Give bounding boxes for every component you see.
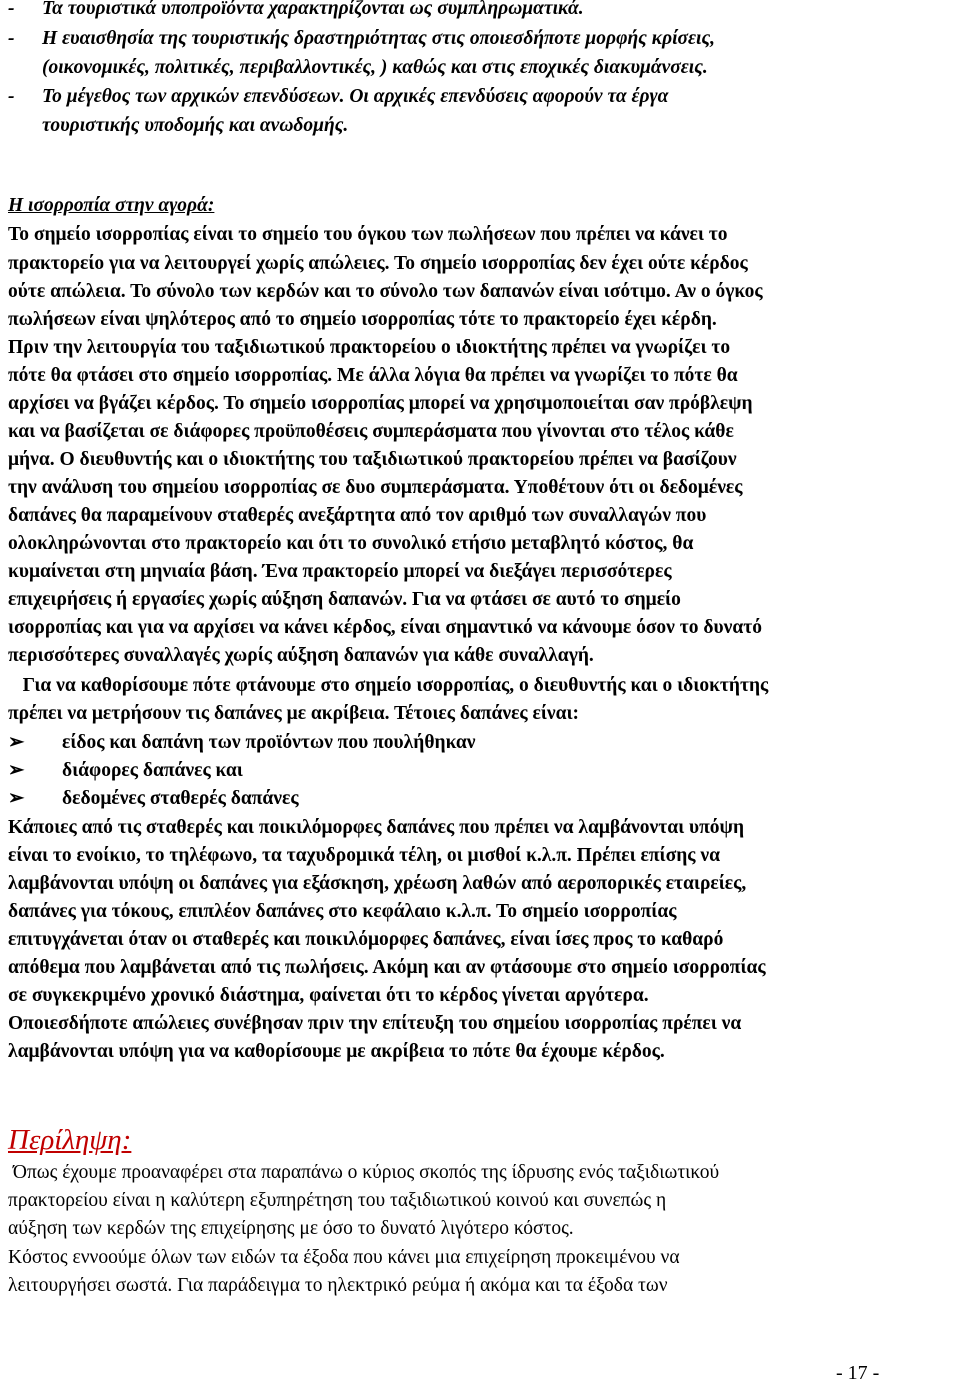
body-line: περισσότερες συναλλαγές χωρίς αύξηση δαπανών για κάθε συναλλαγή. (8, 645, 594, 666)
dash: - (8, 86, 15, 107)
summary-line: Όπως έχουμε προαναφέρει στα παραπάνω ο κύριος σκοπός της ίδρυσης ενός ταξιδιωτικού (8, 1162, 720, 1183)
body-line: Οποιεσδήποτε απώλειες συνέβησαν πριν την επίτευξη του σημείου ισορροπίας πρέπει να (8, 1013, 742, 1034)
body-line: ολοκληρώνονται στο πρακτορείο και ότι το συνολικό ετήσιο μεταβλητό κόστος, θα (8, 533, 694, 554)
expense-bullet (8, 786, 299, 812)
summary-line: αύξηση των κερδών της επιχείρησης με όσο το δυνατό λιγότερο κόστος. (8, 1218, 574, 1239)
body-line: ούτε απώλεια. Το σύνολο των κερδών και το σύνολο των δαπανών είναι ισότιμο. Αν ο όγκος (8, 281, 763, 302)
body-line: Το σημείο ισορροπίας είναι το σημείο του όγκου των πωλήσεων που πρέπει να κάνει το (8, 224, 728, 245)
arrow-bullet-icon: ➢ (8, 788, 25, 809)
body-line: Κάποιες από τις σταθερές και ποικιλόμορφες δαπάνες που πρέπει να λαμβάνονται υπόψη (8, 817, 745, 838)
body-line: επιτυγχάνεται όταν οι σταθερές και ποικιλόμορφες δαπάνες, είναι ίσες προς το καθαρό (8, 929, 724, 950)
body-line: την ανάλυση του σημείου ισορροπίας σε δυο συμπεράσματα. Υποθέτουν ότι οι δεδομένες (8, 477, 743, 498)
intro-line: (οικονομικές, πολιτικές, περιβαλλοντικές, ) καθώς και στις εποχικές διακυμάνσεις. (42, 57, 708, 78)
body-line: ισορροπίας και για να αρχίσει να κάνει κέρδος, είναι σημαντικό να κάνουμε όσον το δυνατό (8, 617, 762, 638)
arrow-bullet-icon: ➢ (8, 732, 25, 753)
intro-line (8, 26, 716, 52)
body-line: Για να καθορίσουμε πότε φτάνουμε στο σημείο ισορροπίας, ο διευθυντής και ο ιδιοκτήτης (8, 675, 769, 696)
body-line: απόθεμα που λαμβάνεται από τις πωλήσεις. Ακόμη και αν φτάσουμε στο σημείο ισορροπίας (8, 957, 766, 978)
body-line: πωλήσεων είναι ψηλότερος από το σημείο ισορροπίας τότε το πρακτορείο έχει κέρδη. (8, 309, 717, 330)
body-line: πρέπει να μετρήσουν τις δαπάνες με ακρίβεια. Τέτοιες δαπάνες είναι: (8, 703, 580, 724)
intro-line (8, 84, 669, 110)
body-line: Πριν την λειτουργία του ταξιδιωτικού πρακτορείου ο ιδιοκτήτης πρέπει να γνωρίζει το (8, 337, 731, 358)
dash: - (8, 28, 15, 49)
body-line: πρακτορείο για να λειτουργεί χωρίς απώλειες. Το σημείο ισορροπίας δεν έχει ούτε κέρδος (8, 253, 748, 274)
bullet-text: είδος και δαπάνη των προϊόντων που πουλήθηκαν (62, 732, 476, 753)
summary-title: Περίληψη: (8, 1124, 132, 1156)
body-line: δαπάνες θα παραμείνουν σταθερές ανεξάρτητα από τον αριθμό των συναλλαγών που (8, 505, 707, 526)
dash: - (8, 0, 15, 19)
summary-line: πρακτορείου είναι η καλύτερη εξυπηρέτηση του ταξιδιωτικού κοινού και συνεπώς η (8, 1190, 667, 1211)
body-line: λαμβάνονται υπόψη για να καθορίσουμε με ακρίβεια το πότε θα έχουμε κέρδος. (8, 1041, 665, 1062)
body-line: μήνα. Ο διευθυντής και ο ιδιοκτήτης του ταξιδιωτικού πρακτορείου πρέπει να βασίζουν (8, 449, 737, 470)
page-number: - 17 - (836, 1362, 880, 1384)
intro-text: Το μέγεθος των αρχικών επενδύσεων. Οι αρχικές επενδύσεις αφορούν τα έργα (42, 86, 669, 107)
body-line: είναι το ενοίκιο, το τηλέφωνο, τα ταχυδρομικά τέλη, οι μισθοί κ.λ.π. Πρέπει επίσης να (8, 845, 720, 866)
body-line: και να βασίζεται σε διάφορες προϋποθέσεις συμπεράσματα που γίνονται στο τέλος κάθε (8, 421, 734, 442)
expense-bullet (8, 730, 476, 756)
body-line: λαμβάνονται υπόψη οι δαπάνες για εξάσκηση, χρέωση λαθών από αεροπορικές εταιρείες, (8, 873, 747, 894)
section-heading: Η ισορροπία στην αγορά: (8, 195, 215, 216)
body-line: πότε θα φτάσει στο σημείο ισορροπίας. Με άλλα λόγια θα πρέπει να γνωρίζει το πότε θα (8, 365, 738, 386)
body-line: δαπάνες για τόκους, επιπλέον δαπάνες στο κεφάλαιο κ.λ.π. Το σημείο ισορροπίας (8, 901, 677, 922)
body-line: επιχειρήσεις ή εργασίες χωρίς αύξηση δαπανών. Για να φτάσει σε αυτό το σημείο (8, 589, 681, 610)
intro-line: τουριστικής υποδομής και ανωδομής. (42, 115, 349, 136)
intro-text: Η ευαισθησία της τουριστικής δραστηριότητας στις οποιεσδήποτε μορφής κρίσεις, (42, 28, 716, 49)
body-line: κυμαίνεται στη μηνιαία βάση. Ένα πρακτορείο μπορεί να διεξάγει περισσότερες (8, 561, 672, 582)
expense-bullet (8, 758, 243, 784)
bullet-text: διάφορες δαπάνες και (62, 760, 243, 781)
arrow-bullet-icon: ➢ (8, 760, 25, 781)
summary-line: λειτουργήσει σωστά. Για παράδειγμα το ηλεκτρικό ρεύμα ή ακόμα και τα έξοδα των (8, 1275, 668, 1296)
intro-line (8, 0, 584, 22)
summary-line: Κόστος εννοούμε όλων των ειδών τα έξοδα που κάνει μια επιχείρηση προκειμένου να (8, 1247, 680, 1268)
body-line: αρχίσει να βγάζει κέρδος. Το σημείο ισορροπίας μπορεί να χρησιμοποιείται σαν πρόβλεψη (8, 393, 753, 414)
body-line: σε συγκεκριμένο χρονικό διάστημα, φαίνεται ότι το κέρδος γίνεται αργότερα. (8, 985, 649, 1006)
intro-text: Τα τουριστικά υποπροϊόντα χαρακτηρίζονται ως συμπληρωματικά. (42, 0, 584, 19)
bullet-text: δεδομένες σταθερές δαπάνες (62, 788, 299, 809)
